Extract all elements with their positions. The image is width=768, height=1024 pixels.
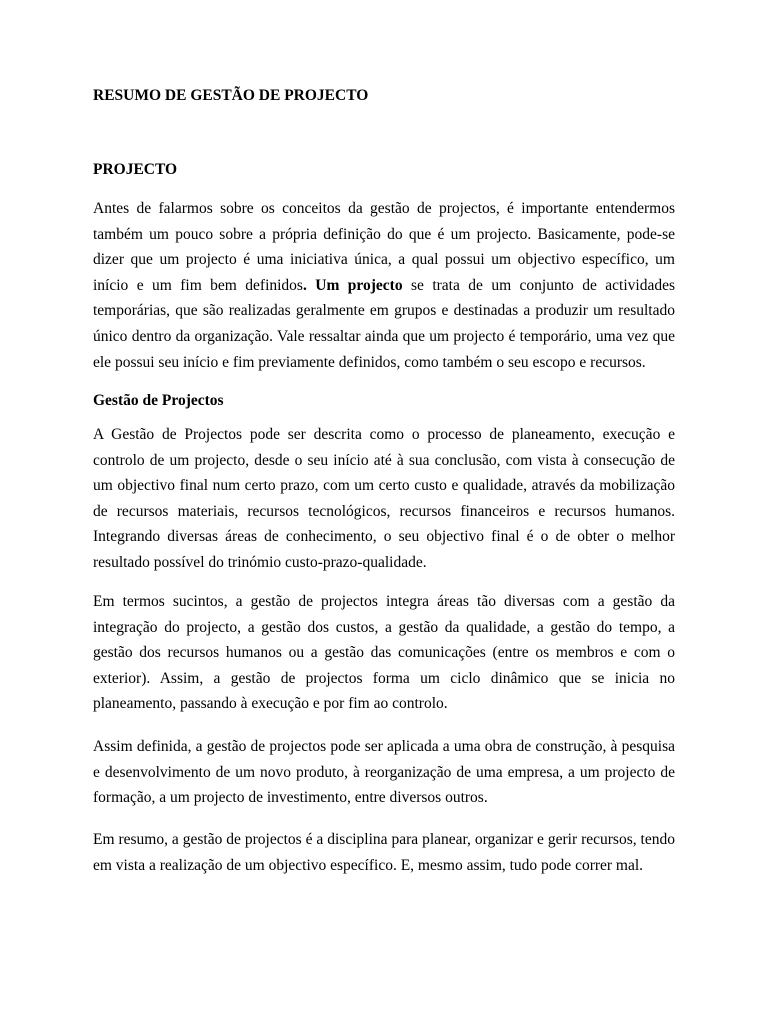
paragraph-bold-text: . Um projecto: [302, 276, 403, 294]
paragraph-gestao-definition: A Gestão de Projectos pode ser descrita como o processo de planeamento, execução e controlo de um projecto, desde o seu início até à sua conclusão, com vista à consecução de um objectivo final num certo prazo, com um certo custo e qualidade, através da mobilização de recursos materiais, recursos tecnológicos, recursos financeiros e recursos humanos. Integrando diversas áreas de conhecimento, o seu objectivo final é o de obter o melhor resultado possível do trinómio custo-prazo-qualidade.: [93, 426, 675, 571]
document-title: RESUMO DE GESTÃO DE PROJECTO: [93, 87, 369, 104]
paragraph-gestao-areas: Em termos sucintos, a gestão de projectos integra áreas tão diversas com a gestão da integração do projecto, a gestão dos custos, a gestão da qualidade, a gestão do tempo, a gestão dos recursos humanos ou a gestão das comunicações (entre os membros e com o exterior). Assim, a gestão de projectos forma um ciclo dinâmico que se inicia no planeamento, passando à execução e por fim ao controlo.: [93, 593, 675, 713]
section-heading-projecto: PROJECTO: [93, 161, 178, 178]
section-heading-gestao-de-projectos: Gestão de Projectos: [93, 392, 224, 409]
paragraph-projecto-definition: [93, 196, 675, 375]
paragraph-gestao-summary: Em resumo, a gestão de projectos é a disciplina para planear, organizar e gerir recursos, tendo em vista a realização de um objectivo específico. E, mesmo assim, tudo pode correr mal.: [93, 831, 675, 874]
paragraph-text: se trata de um conjunto de actividades temporárias, que são realizadas geralmente em grupos e destinadas a produzir um resultado único dentro da organização. Vale ressaltar ainda que um projecto é temporário, uma vez que ele possui seu início e fim previamente definidos, como também o seu escopo e recursos.: [93, 276, 675, 371]
paragraph-text: Antes de falarmos sobre os conceitos da gestão de projectos, é importante entendermos também um pouco sobre a própria definição do que é um projecto. Basicamente, pode-se dizer que um projecto é uma iniciativa única, a qual possui um objectivo específico, um início e um fim bem definidos: [93, 200, 675, 294]
paragraph-gestao-applications: Assim definida, a gestão de projectos pode ser aplicada a uma obra de construção, à pesquisa e desenvolvimento de um novo produto, à reorganização de uma empresa, a um projecto de formação, a um projecto de investimento, entre diversos outros.: [93, 738, 675, 807]
